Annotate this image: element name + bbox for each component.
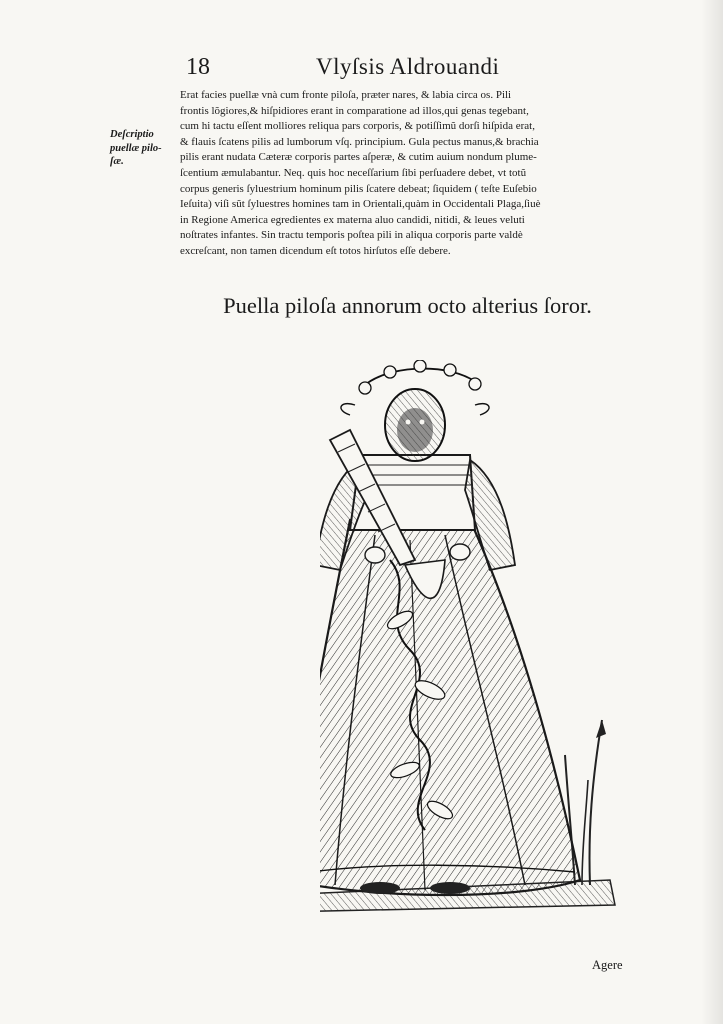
woodcut-illustration	[320, 360, 620, 920]
hairy-head	[385, 389, 445, 461]
text-line: corpus generis ſyluestrium hominum pilis ſcatere debeat; ſiquidem ( teſte Euſebio	[180, 182, 537, 195]
text-line: noſtrates infantes. Sin tractu temporis poſtea pili in aliqua corporis parte valdè	[180, 229, 523, 242]
figure-caption: Puella piloſa annorum octo alterius ſoror.	[223, 293, 592, 318]
text-line: cum hi tactu eſſent molliores reliqua pars corporis, & potiſſimũ dorſi hiſpida erat,	[180, 120, 535, 133]
margin-note-line: Deſcriptio	[110, 129, 154, 140]
gown	[320, 520, 580, 895]
text-line: Ieſuita) viſi sũt ſyluestres homines tam in Orientali,quàm in Occidentali Plaga,ſiuè	[180, 198, 541, 211]
margin-note-line: puellæ pilo-	[110, 142, 162, 154]
text-line: in Regione America egredientes ex materna aluo candidi, nitidi, & leues veluti	[180, 213, 525, 226]
text-line: Erat facies puellæ vnà cum fronte piloſa, præter nares, & labia circa os. Pili	[180, 89, 512, 101]
gutter-shadow	[701, 0, 723, 1024]
margin-note	[110, 128, 180, 169]
text-line: & flauis ſcatens pilis ad lumborum vſq. principium. Gula pectus manus,& brachia	[180, 135, 539, 148]
running-head: Vlyſsis Aldrouandi	[316, 54, 500, 79]
text-line: ſcentium æmulabantur. Neq. quis hoc neceſſarium ſibi perſuadere debet, vt totũ	[180, 166, 527, 179]
text-line: excreſcant, non tamen dicendum eſt totos hirſutos eſſe debere.	[180, 244, 451, 257]
margin-note-line: ſæ.	[110, 156, 124, 167]
text-line: pilis erant nudata Cæteræ corporis partes aſperæ, & cutim auium nondum plume-	[180, 151, 537, 164]
body-paragraph	[180, 88, 680, 260]
text-line: frontis lõgiores,& hiſpidiores erant in comparatione ad illos,qui genas tegebant,	[180, 104, 529, 117]
catchword: Agere	[592, 958, 623, 972]
page-number: 18	[186, 54, 210, 80]
